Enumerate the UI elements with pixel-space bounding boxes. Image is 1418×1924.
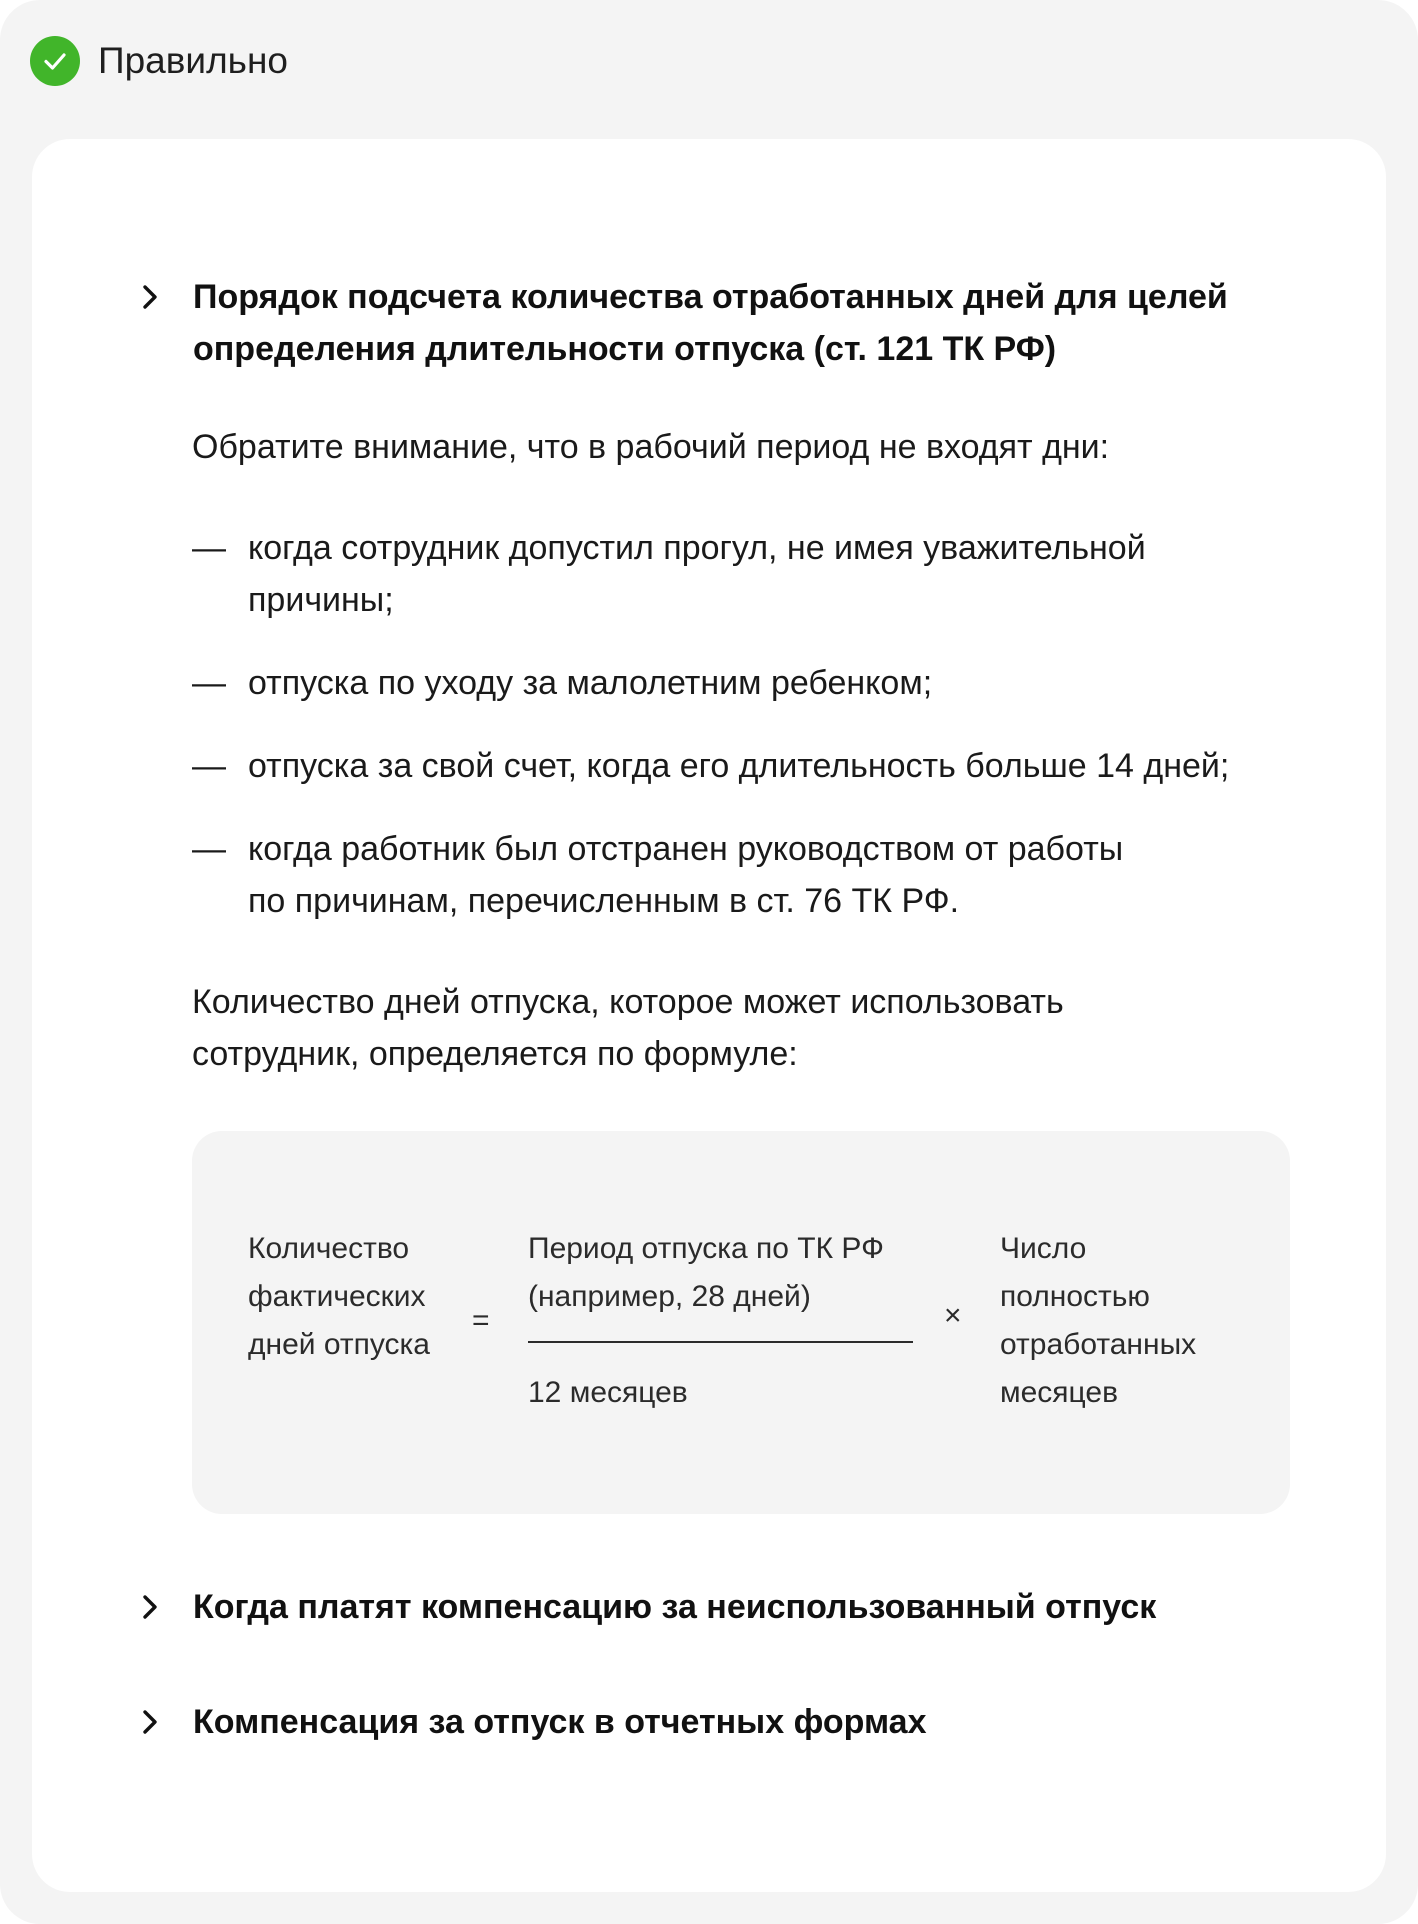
dash-marker: —	[192, 830, 226, 868]
chevron-right-icon	[142, 1696, 168, 1748]
status-header	[30, 36, 288, 86]
accordion-section-reporting-forms[interactable]	[142, 1696, 1286, 1748]
formula-months-label: Число полностью отработанных месяцев	[1000, 1232, 1197, 1409]
equals-sign: =	[472, 1304, 490, 1337]
chevron-right-icon	[142, 1581, 168, 1633]
dash-marker: —	[192, 747, 226, 785]
multiply-sign: ×	[944, 1299, 962, 1332]
fraction-bar	[528, 1341, 913, 1343]
accordion-section-compensation[interactable]	[142, 1581, 1286, 1633]
accordion-section-vacation-days[interactable]	[142, 271, 1286, 375]
dash-marker: —	[192, 529, 226, 567]
list-item: — отпуска по уходу за малолетним ребенком;	[192, 657, 1312, 709]
list-item: — отпуска за свой счет, когда его длительность больше 14 дней;	[192, 740, 1312, 792]
formula-denominator: 12 месяцев	[528, 1376, 688, 1409]
section-title: Компенсация за отпуск в отчетных формах	[193, 1703, 927, 1741]
section-title: Порядок подсчета количества отработанных дней для целей определения длительности отпуска (ст. 121 ТК РФ)	[193, 278, 1228, 368]
list-item: — когда сотрудник допустил прогул, не имея уважительной причины;	[192, 522, 1312, 626]
status-title: Правильно	[98, 40, 288, 81]
chevron-right-icon	[142, 271, 168, 323]
excluded-days-list	[192, 522, 1312, 927]
content-card	[32, 139, 1386, 1892]
section-body	[192, 421, 1312, 473]
check-circle-icon	[30, 36, 80, 86]
formula-box	[192, 1131, 1290, 1514]
formula-result-label: Количество фактических дней отпуска	[248, 1232, 430, 1361]
intro-text: Обратите внимание, что в рабочий период не входят дни:	[192, 428, 1110, 466]
dash-marker: —	[192, 664, 226, 702]
formula-intro: Количество дней отпуска, которое может использовать сотрудник, определяется по формуле:	[192, 983, 1064, 1073]
list-item: — когда работник был отстранен руководством от работы по причинам, перечисленным в ст. 76 ТК РФ.	[192, 823, 1312, 927]
formula-numerator: Период отпуска по ТК РФ (например, 28 дней)	[528, 1232, 884, 1313]
section-title: Когда платят компенсацию за неиспользованный отпуск	[193, 1588, 1157, 1626]
